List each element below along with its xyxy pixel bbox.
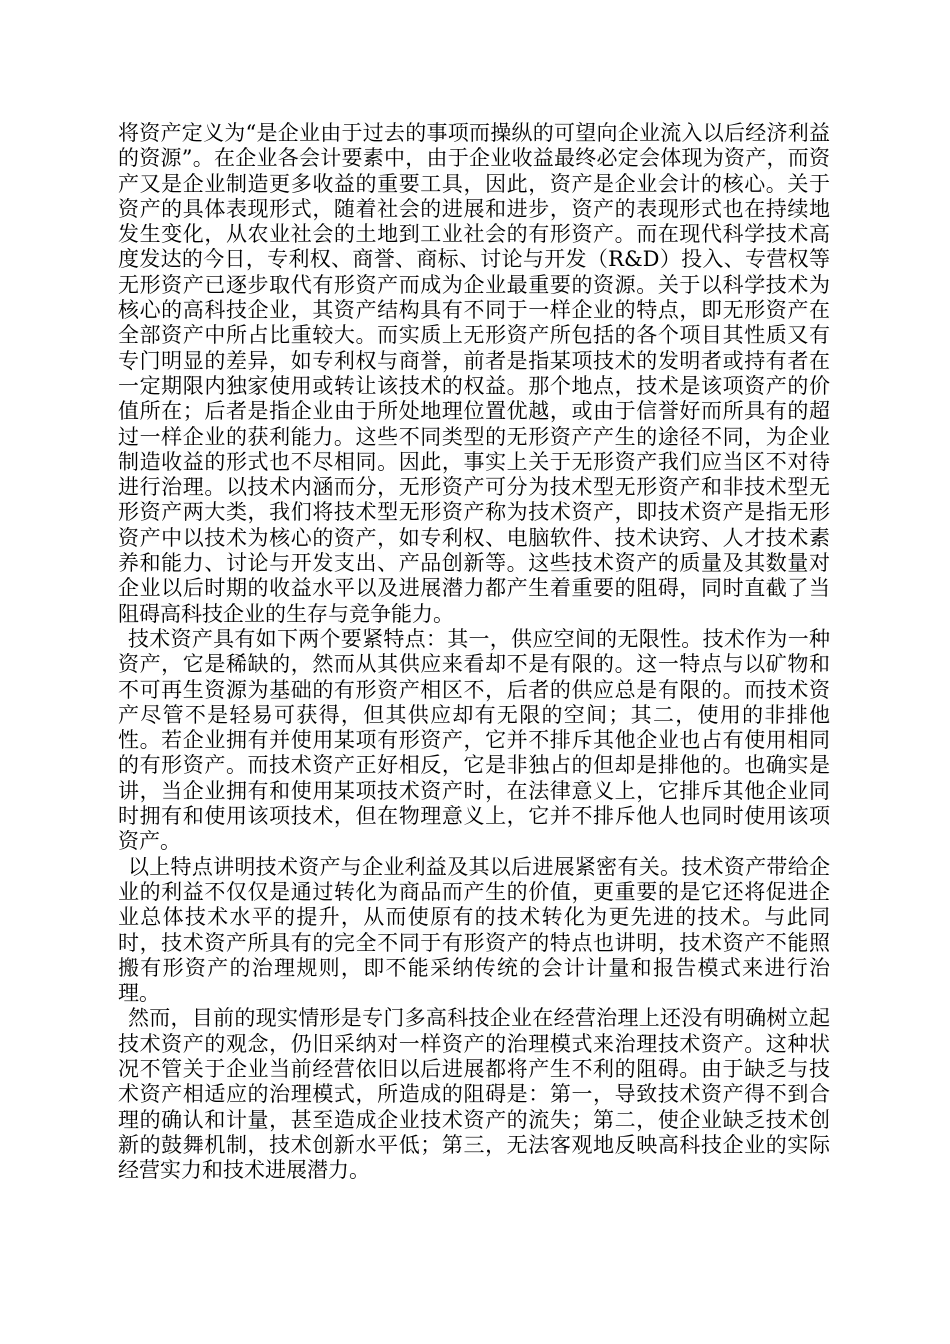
paragraph-asset-definition: 将资产定义为“是企业由于过去的事项而操纵的可望向企业流入以后经济利益的资源”。在企业各会计要素中，由于企业收益最终必定会体现为资产，而资产又是企业制造更多收益的重要工具，因此，资产是企业会计的核心。关于资产的具体表现形式，随着社会的进展和进步，资产的表现形式也在持续地发生变化，从农业社会的土地到工业社会的有形资产。而在现代科学技术高度发达的今日，专利权、商誉、商标、讨论与开发（R&D）投入、专营权等无形资产已逐步取代有形资产而成为企业最重要的资源。关于以科学技术为核心的高科技企业，其资产结构具有不同于一样企业的特点，即无形资产在全部资产中所占比重较大。而实质上无形资产所包括的各个项目其性质又有专门明显的差异，如专利权与商誉，前者是指某项技术的发明者或持有者在一定期限内独家使用或转让该技术的权益。那个地点，技术是该项资产的价值所在；后者是指企业由于所处地理位置优越，或由于信誉好而所具有的超过一样企业的获利能力。这些不同类型的无形资产产生的途径不同，为企业制造收益的形式也不尽相同。因此，事实上关于无形资产我们应当区不对待进行治理。以技术内涵而分，无形资产可分为技术型无形资产和非技术型无形资产两大类，我们将技术型无形资产称为技术资产，即技术资产是指无形资产中以技术为核心的资产，如专利权、电脑软件、技术诀窍、人才技术素养和能力、讨论与开发支出、产品创新等。这些技术资产的质量及其数量对企业以后时期的收益水平以及进展潜力都产生着重要的阻碍，同时直截了当阻碍高科技企业的生存与竞争能力。 [118, 121, 830, 626]
paragraph-tech-asset-features: 技术资产具有如下两个要紧特点：其一，供应空间的无限性。技术作为一种资产，它是稀缺的，然而从其供应来看却不是有限的。这一特点与以矿物和不可再生资源为基础的有形资产相区不，后者的供应总是有限的。而技术资产尽管不是轻易可获得，但其供应却有无限的空间；其二，使用的非排他性。若企业拥有并使用某项有形资产，它并不排斥其他企业也占有使用相同的有形资产。而技术资产正好相反，它是非独占的但却是排他的。也确实是讲，当企业拥有和使用某项技术资产时，在法律意义上，它排斥其他企业同时拥有和使用该项技术，但在物理意义上，它并不排斥他人也同时使用该项资产。 [118, 626, 830, 854]
document-body [118, 121, 830, 1183]
paragraph-current-situation: 然而，目前的现实情形是专门多高科技企业在经营治理上还没有明确树立起技术资产的观念，仍旧采纳对一样资产的治理模式来治理技术资产。这种状况不管关于企业当前经营依旧以后进展都将产生不利的阻碍。由于缺乏与技术资产相适应的治理模式，所造成的阻碍是：第一，导致技术资产得不到合理的确认和计量，甚至造成企业技术资产的流失；第二，使企业缺乏技术创新的鼓舞机制，技术创新水平低；第三，无法客观地反映高科技企业的实际经营实力和技术进展潜力。 [118, 1006, 830, 1183]
paragraph-tech-asset-benefits: 以上特点讲明技术资产与企业利益及其以后进展紧密有关。技术资产带给企业的利益不仅仅是通过转化为商品而产生的价值，更重要的是它还将促进企业总体技术水平的提升，从而使原有的技术转化为更先进的技术。与此同时，技术资产所具有的完全不同于有形资产的特点也讲明，技术资产不能照搬有形资产的治理规则，即不能采纳传统的会计计量和报告模式来进行治理。 [118, 854, 830, 1006]
